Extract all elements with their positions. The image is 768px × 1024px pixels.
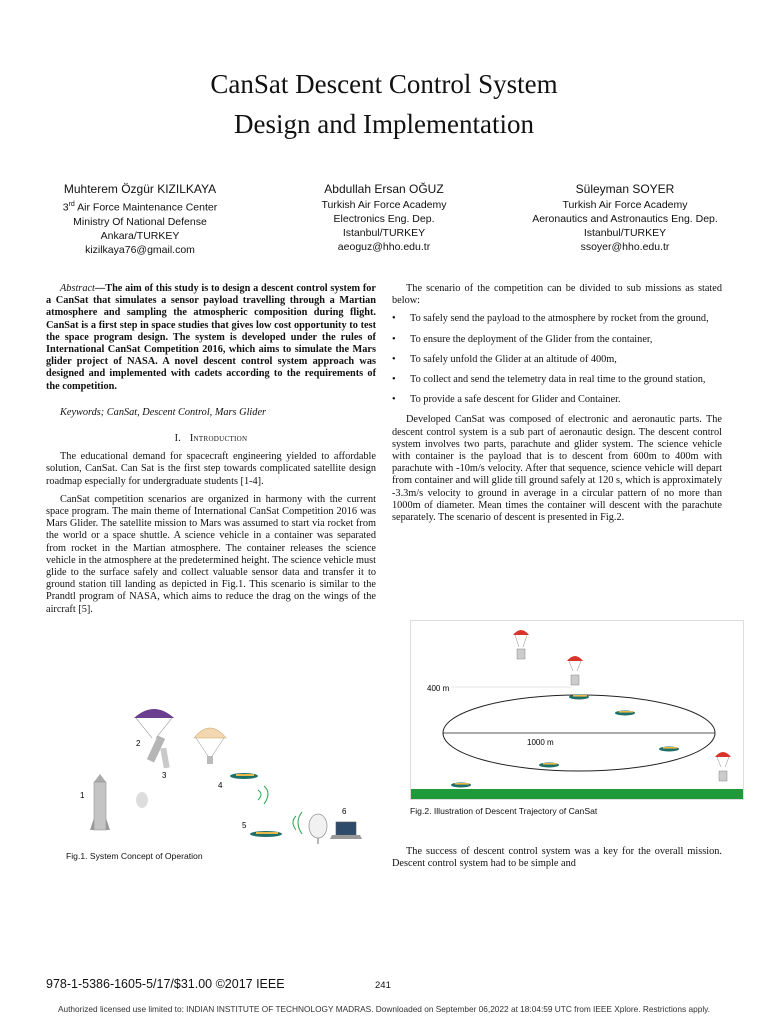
author-email[interactable]: ssoyer@hho.edu.tr — [580, 241, 670, 253]
laptop-icon — [330, 822, 362, 839]
author-location: Istanbul/TURKEY — [342, 227, 426, 239]
title-line-2: Design and Implementation — [234, 109, 534, 139]
mission-list — [392, 313, 722, 406]
system-concept-illustration — [66, 704, 366, 846]
container-icon — [207, 756, 213, 764]
figure-label: 1 — [80, 791, 85, 800]
rocket-stage-icon — [147, 736, 170, 769]
satellite-dish-icon — [309, 814, 327, 844]
author-name: Muhterem Özgür KIZILKAYA — [63, 182, 217, 196]
author-affiliation: Ministry Of National Defense — [73, 215, 207, 228]
author-name: Abdullah Ersan OĞUZ — [324, 182, 444, 196]
isbn-footer: 978-1-5386-1605-5/17/$31.00 ©2017 IEEE — [46, 977, 285, 991]
author-block-3 — [515, 180, 735, 254]
author-block-1 — [40, 180, 240, 257]
list-item: • To safely unfold the Glider at an altitude of 400m, — [392, 353, 617, 365]
left-column — [46, 283, 376, 622]
author-email[interactable]: aeoguz@hho.edu.tr — [337, 241, 431, 253]
paper-title — [0, 64, 768, 144]
descent-trajectory-illustration — [411, 621, 743, 799]
list-item: • To ensure the deployment of the Glider from the container, — [392, 333, 653, 345]
figure-2-caption: Fig.2. Illustration of Descent Trajectory of CanSat — [410, 806, 598, 816]
author-location: Ankara/TURKEY — [100, 229, 180, 242]
glider-icon — [451, 783, 471, 788]
keywords: Keywords; CanSat, Descent Control, Mars Glider — [60, 406, 267, 418]
author-affiliation: Turkish Air Force Academy — [321, 199, 447, 211]
ground-strip — [411, 789, 743, 799]
figure-1-caption: Fig.1. System Concept of Operation — [66, 851, 203, 861]
author-email[interactable]: kizilkaya76@gmail.com — [85, 243, 195, 256]
glider-icon — [250, 831, 282, 837]
parachute-container-icon — [567, 656, 583, 685]
glider-icon — [615, 711, 635, 716]
capsule-icon — [136, 792, 148, 808]
author-affiliation: Turkish Air Force Academy — [562, 199, 688, 211]
figure-label: 4 — [218, 781, 223, 790]
page-number: 241 — [375, 980, 391, 991]
parachute-icon — [134, 709, 174, 718]
figure-1 — [66, 704, 366, 846]
scenario-intro: The scenario of the competition can be divided to sub missions as stated below: — [392, 283, 722, 307]
author-affiliation: 3rd Air Force Maintenance Center — [62, 201, 218, 214]
license-notice: Authorized licensed use limited to: INDIAN INSTITUTE OF TECHNOLOGY MADRAS. Downloaded on September 06,2022 at 18:04:59 UTC from IEEE Xplore. Restrictions apply. — [57, 1004, 711, 1014]
diameter-label: 1000 m — [527, 738, 554, 747]
right-column — [392, 283, 722, 530]
glider-icon — [569, 695, 589, 700]
parachute-container-icon — [715, 752, 731, 781]
list-item: • To collect and send the telemetry data in real time to the ground station, — [392, 374, 706, 386]
figure-2 — [410, 620, 744, 800]
parachute-icon — [194, 728, 226, 738]
figure-label: 3 — [162, 771, 167, 780]
author-name: Süleyman SOYER — [575, 182, 675, 196]
altitude-label: 400 m — [427, 684, 450, 693]
glider-icon — [659, 747, 679, 752]
right-column-continued — [392, 846, 722, 876]
cansat-description-paragraph: Developed CanSat was composed of electronic and aeronautic parts. The descent control system is a sub part of aeronautic design. The descent control system involves two parts, parachute and glider system. The science vehicle with container is the payload that is to descent from 600m to 400m with parachute with -10m/s velocity. After that sequence, science vehicle will depart from container and will glide till ground safely at 120 s, which is approximately -3.3m/s velocity to ground in average in a circular pattern of no more than 1000m of diameter. Mean times the container will descent with the parachute separately. The scenario of descent is presented in Fig.2. — [392, 414, 722, 524]
abstract-text: —The aim of this study is to design a descent control system for a CanSat that simulates a sensor payload travelling through a Martian atmosphere and sampling the atmospheric composition during flight. CanSat is a first step in space studies that gives low cost opportunity to test the space program design. The system is developed under the rules of International CanSat Competition 2016, which aims to simulate the Mars glider project of NASA. A novel descent control system approach was designed and implemented with cadets according to the requirements of the competition. — [46, 283, 376, 392]
list-item: • To provide a safe descent for Glider and Container. — [392, 394, 621, 406]
intro-paragraph-2: CanSat competition scenarios are organized in harmony with the current space program. The main theme of International CanSat Competition 2016 was Mars Glider. The satellite mission to Mars was assumed to start via rocket from the world or a space shuttle. A science vehicle in a container was separated from rocket in the Martian atmosphere. The container releases the science vehicle in the atmosphere at the predetermined height. The science vehicle must glide to the surface safely and collect valuable sensor data and transfer it to ground station till landing as depicted in Fig.1. This scenario is similar to the Prandtl program of NASA, which aims to reduce the drag on the wings of the aircraft [5]. — [46, 493, 376, 615]
figure-label: 6 — [342, 807, 347, 816]
author-block-2 — [284, 180, 484, 254]
figure-label: 5 — [242, 821, 247, 830]
figure-label: 2 — [136, 739, 141, 748]
rocket-icon — [90, 774, 110, 830]
signal-icon — [293, 812, 302, 834]
title-line-1: CanSat Descent Control System — [210, 69, 558, 99]
author-affiliation: Electronics Eng. Dep. — [333, 213, 435, 225]
abstract — [46, 283, 376, 393]
descent-success-paragraph: The success of descent control system was a key for the overall mission. Descent control system had to be simple and — [392, 846, 722, 870]
parachute-container-icon — [513, 630, 529, 659]
glider-icon — [230, 773, 258, 779]
glider-icon — [539, 763, 559, 768]
author-location: Istanbul/TURKEY — [583, 227, 667, 239]
signal-icon — [258, 786, 268, 804]
author-affiliation: Aeronautics and Astronautics Eng. Dep. — [532, 213, 718, 225]
intro-paragraph-1: The educational demand for spacecraft engineering yielded to affordable solution, CanSat. Can Sat is the first step towards complicated satellite design roadmap especially for undergraduate students [1-4]. — [46, 451, 376, 487]
section-heading-introduction: I. Introduction — [174, 433, 248, 445]
list-item: • To safely send the payload to the atmosphere by rocket from the ground, — [392, 313, 709, 325]
abstract-label: Abstract — [60, 283, 95, 294]
